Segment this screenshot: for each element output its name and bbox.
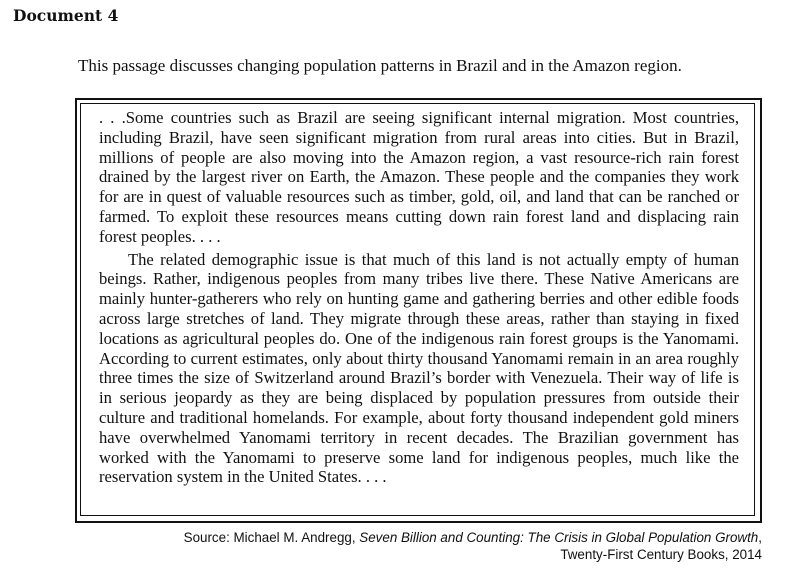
source-prefix: Source: Michael M. Andregg, [183, 530, 360, 545]
source-citation [184, 529, 762, 563]
document-title: Document 4 [13, 6, 119, 25]
source-citation-line-1 [184, 529, 762, 546]
source-book-title: Seven Billion and Counting: The Crisis in Global Population Growth [359, 530, 759, 545]
source-suffix: , [758, 530, 762, 545]
passage-text [99, 108, 739, 487]
source-citation-line-2: Twenty-First Century Books, 2014 [560, 547, 762, 562]
passage-paragraph-2: The related demographic issue is that much of this land is not actually empty of human beings. Rather, indigenous peoples from many tribes live there. These Native Americans are mainly hunter-gatherers who rely on hunting game and gathering berries and other edible foods across large stretches of land. They migrate through these areas, rather than staying in fixed locations as agricultural peoples do. One of the indigenous rain forest groups is the Yanomami. According to current estimates, only about thirty thousand Yanomami remain in an area roughly three times the size of Switzerland around Brazil’s border with Venezuela. Their way of life is in serious jeopardy as they are being displaced by population pressures from outside their culture and traditional homelands. For example, about forty thousand independent gold miners have overwhelmed Yanomami territory in recent decades. The Brazilian government has worked with the Yanomami to preserve some land for indigenous peoples, much like the reservation system in the United States. . . . [99, 249, 739, 487]
passage-introduction: This passage discusses changing population patterns in Brazil and in the Amazon region. [78, 56, 682, 75]
passage-paragraph-1: . . .Some countries such as Brazil are seeing significant internal migration. Most countries, including Brazil, have seen significant migration from rural areas into cities. But in Brazil, millions of people are also moving into the Amazon region, a vast resource-rich rain forest drained by the largest river on Earth, the Amazon. These people and the companies they work for are in quest of valuable resources such as timber, gold, oil, and land that can be ranched or farmed. To exploit these resources means cutting down rain forest land and displacing rain forest peoples. . . . [99, 108, 739, 246]
